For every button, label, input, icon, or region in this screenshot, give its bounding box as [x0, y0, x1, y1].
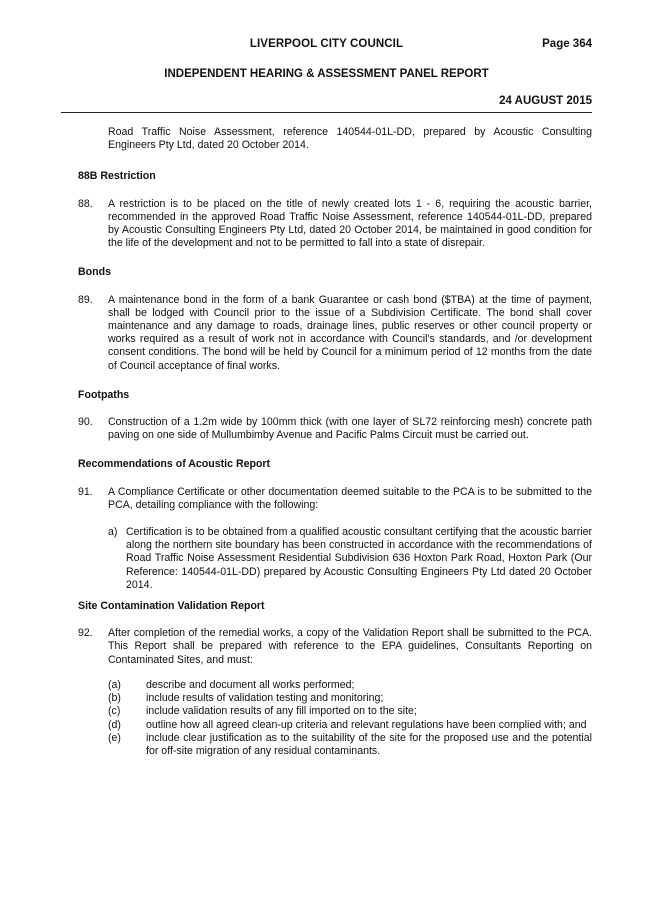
sub-item-text: Certification is to be obtained from a qualified acoustic consultant certifying that the acoustic barrier along the northern site boundary has been constructed in accordance with the recommendations of Road Traffic Noise Assessment Residential Subdivision 636 Hoxton Park Road, Hoxton Park (Our Reference: 140544-01L-DD) prepared by Acoustic Consulting Engineers Pty Ltd dated 20 October 2014. — [126, 526, 592, 591]
paragraph-text: A Compliance Certificate or other documentation deemed suitable to the PCA is to be submitted to the PCA, detailing compliance with the following: — [108, 485, 592, 511]
list-item-label: (c) — [108, 705, 121, 718]
list-item — [108, 705, 592, 718]
list-item-text: describe and document all works performed; — [146, 678, 355, 691]
numbered-paragraph — [78, 198, 592, 251]
council-name: LIVERPOOL CITY COUNCIL — [249, 38, 404, 50]
list-item-text: include results of validation testing and monitoring; — [146, 692, 384, 705]
intro-paragraph: Road Traffic Noise Assessment, reference 140544-01L-DD, prepared by Acoustic Consulting Engineers Pty Ltd, dated 20 October 2014. — [108, 126, 592, 152]
list-item — [108, 679, 592, 692]
paragraph-text: A restriction is to be placed on the title of newly created lots 1 - 6, requiring the acoustic barrier, recommended in the approved Road Traffic Noise Assessment, reference 140544-01L-DD, prepared by Acoustic Consulting Engineers Pty Ltd, dated 20 October 2014, be maintained in good condition for the life of the development and not to be permitted to fall into a state of disrepair. — [108, 197, 592, 250]
paragraph-text: A maintenance bond in the form of a bank Guarantee or cash bond ($TBA) at the time of payment, shall be lodged with Council prior to the issue of a Subdivision Certificate. The bond shall cover maintenance and any damage to roads, drainage lines, public reserves or other council property or works required as a result of work not in accordance with Council's standards, and /or development consent conditions. The bond will be held by Council for a minimum period of 12 months from the date of Council acceptance of final works. — [108, 293, 592, 372]
list-item-label: (a) — [108, 678, 121, 691]
sub-item-label: a) — [108, 526, 118, 539]
paragraph-number: 90. — [78, 416, 93, 429]
list-item-label: (b) — [108, 692, 121, 705]
list-item-text: include clear justification as to the suitability of the site for the proposed use and the potential for off-site migration of any residual contaminants. — [146, 731, 592, 757]
list-item-text: include validation results of any fill imported on to the site; — [146, 705, 417, 718]
numbered-paragraph — [78, 294, 592, 373]
list-item — [108, 719, 592, 732]
list-item — [108, 692, 592, 705]
list-item — [108, 732, 592, 758]
list-item-label: (d) — [108, 718, 121, 731]
page-number: Page 364 — [542, 38, 592, 50]
paragraph-number: 92. — [78, 627, 93, 640]
paragraph-text: After completion of the remedial works, a copy of the Validation Report shall be submitted to the PCA. This Report shall be prepared with reference to the EPA guidelines, Consultants Reporting on Contaminated Sites, and must: — [108, 627, 592, 666]
list — [78, 679, 592, 758]
list-item-label: (e) — [108, 731, 121, 744]
section-heading: Footpaths — [78, 388, 130, 401]
report-date: 24 AUGUST 2015 — [499, 95, 592, 107]
sub-item — [108, 526, 592, 592]
document-body — [78, 126, 592, 758]
paragraph-text: Construction of a 1.2m wide by 100mm thick (with one layer of SL72 reinforcing mesh) concrete path paving on one side of Mullumbimby Avenue and Pacific Palms Circuit must be carried out. — [108, 416, 592, 442]
section-heading: Recommendations of Acoustic Report — [78, 458, 271, 471]
section-heading: 88B Restriction — [78, 170, 156, 183]
numbered-paragraph — [78, 416, 592, 442]
section-heading: Bonds — [78, 266, 111, 279]
header-divider — [61, 112, 592, 113]
paragraph-number: 89. — [78, 293, 93, 306]
section-heading: Site Contamination Validation Report — [78, 600, 265, 613]
numbered-paragraph — [78, 486, 592, 512]
numbered-paragraph — [78, 627, 592, 667]
paragraph-number: 91. — [78, 485, 93, 498]
report-title: INDEPENDENT HEARING & ASSESSMENT PANEL REPORT — [164, 68, 489, 80]
list-item-text: outline how all agreed clean-up criteria and relevant regulations have been complied with; and — [146, 718, 587, 731]
paragraph-number: 88. — [78, 197, 93, 210]
